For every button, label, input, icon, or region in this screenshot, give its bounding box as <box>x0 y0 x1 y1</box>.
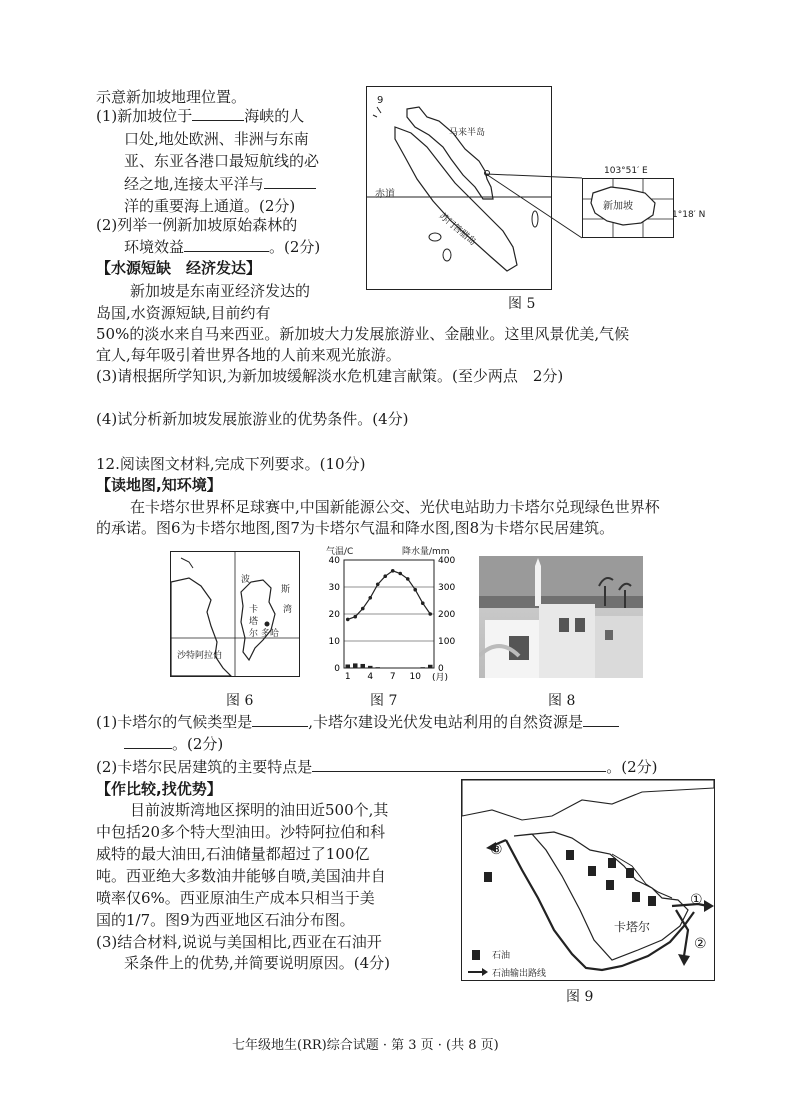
temperature-point <box>346 618 350 622</box>
q2-part-b: 。(2分) <box>269 238 321 256</box>
answer-blank[interactable] <box>184 237 269 252</box>
fig6-label-saudi: 沙特阿拉伯 <box>177 651 223 661</box>
compare-para-line-4: 吨。西亚绝大多数油井能够自喷,美国油井自 <box>96 867 386 885</box>
temperature-point <box>428 612 432 616</box>
fig6-label-qatar-2: 塔 <box>249 617 259 627</box>
q12-sub3-line-2: 采条件上的优势,并简要说明原因。(4分) <box>124 954 391 972</box>
answer-blank[interactable] <box>192 106 244 121</box>
temperature-point <box>353 615 357 619</box>
figure-9-map <box>461 779 715 981</box>
fig6-label-gulf-1: 波 <box>241 575 251 585</box>
figure-5-inset <box>582 178 674 238</box>
ytick-right-label: 300 <box>438 583 456 593</box>
precip-bar <box>353 663 358 668</box>
compare-para-line-5: 喷率仅6%。西亚原油生产成本只相当于美 <box>96 889 375 907</box>
q1-part-a: (1)新加坡位于 <box>96 107 193 125</box>
fig9-route-2: ② <box>694 936 707 952</box>
fig5-label-longitude: 103°51′ E <box>604 166 648 176</box>
temperature-point <box>413 588 417 592</box>
answer-blank[interactable] <box>252 712 308 727</box>
section-water-title: 【水源短缺 经济发达】 <box>96 259 262 277</box>
chart-ylabel-right: 降水量/mm <box>402 547 450 557</box>
precip-bar <box>361 664 366 668</box>
temperature-point <box>361 607 365 611</box>
xtick-label: 1 <box>344 672 351 682</box>
xtick-label: 4 <box>367 672 374 682</box>
q12-para-line-2: 的承诺。图6为卡塔尔地图,图7为卡塔尔气温和降水图,图8为卡塔尔民居建筑。 <box>96 519 615 537</box>
fig6-label-gulf-3: 湾 <box>283 605 293 615</box>
fig6-label-qatar-1: 卡 <box>249 605 259 615</box>
figure-6-map <box>170 551 300 677</box>
ytick-right-label: 100 <box>438 637 456 647</box>
answer-blank[interactable] <box>264 174 316 189</box>
compare-para-line-6: 国的1/7。图9为西亚地区石油分布图。 <box>96 911 355 929</box>
q12-sub2 <box>96 757 658 777</box>
fig5-label-nine: 9 <box>377 95 384 106</box>
answer-blank[interactable] <box>124 734 172 749</box>
q12-sub1-line-2 <box>124 734 223 754</box>
fig6-label-gulf-2: 斯 <box>281 585 291 595</box>
water-para-line-2: 岛国,水资源短缺,目前约有 <box>96 304 271 322</box>
figure-9-caption: 图 9 <box>566 989 594 1005</box>
fig5-label-sumatra: 苏门答腊岛 <box>436 211 478 248</box>
question-1-line-5: 洋的重要海上通道。(2分) <box>124 197 296 215</box>
temperature-point <box>383 574 387 578</box>
question-4: (4)试分析新加坡发展旅游业的优势条件。(4分) <box>96 410 409 428</box>
fig9-route-1: ① <box>690 892 703 908</box>
q12-para-line-1: 在卡塔尔世界杯足球赛中,中国新能源公交、光伏电站助力卡塔尔兑现绿色世界杯 <box>130 498 660 516</box>
question-2-line-1: (2)列举一例新加坡原始森林的 <box>96 216 298 234</box>
temperature-point <box>406 577 410 581</box>
fig5-label-malay: 马来半岛 <box>449 128 486 138</box>
question-1-line-2: 口处,地处欧洲、非洲与东南 <box>124 130 309 148</box>
section-read-map-title: 【读地图,知环境】 <box>96 476 222 494</box>
ytick-right-label: 0 <box>438 664 444 674</box>
figure-7-caption: 图 7 <box>370 693 398 709</box>
intro-line: 示意新加坡地理位置。 <box>96 88 247 106</box>
q12-sub1-part-a: (1)卡塔尔的气候类型是 <box>96 713 253 731</box>
xtick-label: 10 <box>409 672 421 682</box>
temperature-line <box>348 571 431 620</box>
q12-sub1-part-c: 。(2分) <box>172 735 224 753</box>
ytick-left-label: 10 <box>328 637 340 647</box>
q2-part-a: 环境效益 <box>124 238 185 256</box>
xtick-label: 7 <box>389 672 396 682</box>
compare-para-line-2: 中包括20多个特大型油田。沙特阿拉伯和科 <box>96 823 386 841</box>
figure-5-caption: 图 5 <box>508 296 536 312</box>
fig5-label-singapore: 新加坡 <box>603 201 633 212</box>
figure-8-photo <box>479 556 643 678</box>
month-unit-label: (月) <box>432 673 449 683</box>
water-para-line-4: 宜人,每年吸引着世界各地的人前来观光旅游。 <box>96 346 401 364</box>
fig9-label-qatar: 卡塔尔 <box>614 920 651 934</box>
compare-para-line-3: 威特的最大油田,石油储量都超过了100亿 <box>96 845 370 863</box>
figure-6-caption: 图 6 <box>226 693 254 709</box>
fig5-label-equator: 赤道 <box>375 189 395 200</box>
figure-8-photo-drawing <box>479 556 643 678</box>
ytick-left-label: 30 <box>328 583 340 593</box>
ytick-right-label: 400 <box>438 556 456 566</box>
precip-bar <box>346 664 351 668</box>
ytick-left-label: 40 <box>328 556 340 566</box>
temperature-point <box>368 596 372 600</box>
temperature-point <box>376 583 380 587</box>
fig9-legend-oil: 石油 <box>492 951 511 961</box>
chart-ylabel-left: 气温/C <box>326 547 354 557</box>
q12-sub3-line-1: (3)结合材料,说说与美国相比,西亚在石油开 <box>96 933 382 951</box>
fig9-legend-route: 石油输出路线 <box>492 969 547 979</box>
ytick-left-label: 20 <box>328 610 340 620</box>
answer-blank[interactable] <box>583 712 619 727</box>
temperature-point <box>421 601 425 605</box>
question-2-line-2 <box>124 237 320 257</box>
section-compare-title: 【作比较,找优势】 <box>96 780 222 798</box>
climate-chart-svg <box>318 544 468 689</box>
question-1-line-4 <box>124 174 316 194</box>
precip-bar <box>376 667 381 668</box>
temperature-point <box>398 572 402 576</box>
precip-bar <box>368 666 373 668</box>
question-1-line-3: 亚、东亚各港口最短航线的必 <box>124 152 320 170</box>
temperature-point <box>391 569 395 573</box>
q1-part-c: 经之地,连接太平洋与 <box>124 175 264 193</box>
figure-8-caption: 图 8 <box>548 693 576 709</box>
figure-5-inset-connector <box>480 168 590 248</box>
water-para-line-1: 新加坡是东南亚经济发达的 <box>130 282 311 300</box>
precip-bar <box>428 665 433 668</box>
fig6-label-doha: 多哈 <box>261 629 280 639</box>
question-1-line-1 <box>96 106 304 126</box>
q12-sub2-part-b: 。(2分) <box>606 758 658 776</box>
figure-7-chart <box>318 544 468 689</box>
q1-part-b: 海峡的人 <box>244 107 305 125</box>
question-12-title: 12.阅读图文材料,完成下列要求。(10分) <box>96 455 366 473</box>
precip-bar <box>421 667 426 668</box>
fig5-label-latitude: 1°18′ N <box>672 210 706 220</box>
question-3: (3)请根据所学知识,为新加坡缓解淡水危机建言献策。(至少两点 2分) <box>96 367 564 385</box>
ytick-left-label: 0 <box>334 664 340 674</box>
water-para-line-3: 50%的淡水来自马来西亚。新加坡大力发展旅游业、金融业。这里风景优美,气候 <box>96 325 630 343</box>
answer-blank[interactable] <box>312 757 606 772</box>
fig6-label-qatar-3: 尔 <box>249 629 259 639</box>
q12-sub2-part-a: (2)卡塔尔民居建筑的主要特点是 <box>96 758 313 776</box>
q12-sub1-line-1 <box>96 712 619 732</box>
fig9-route-3: ③ <box>490 842 503 858</box>
ytick-right-label: 200 <box>438 610 456 620</box>
q12-sub1-part-b: ,卡塔尔建设光伏发电站利用的自然资源是 <box>308 713 584 731</box>
compare-para-line-1: 目前波斯湾地区探明的油田近500个,其 <box>130 801 389 819</box>
page-footer: 七年级地生(RR)综合试题 · 第 3 页 · (共 8 页) <box>232 1038 499 1053</box>
